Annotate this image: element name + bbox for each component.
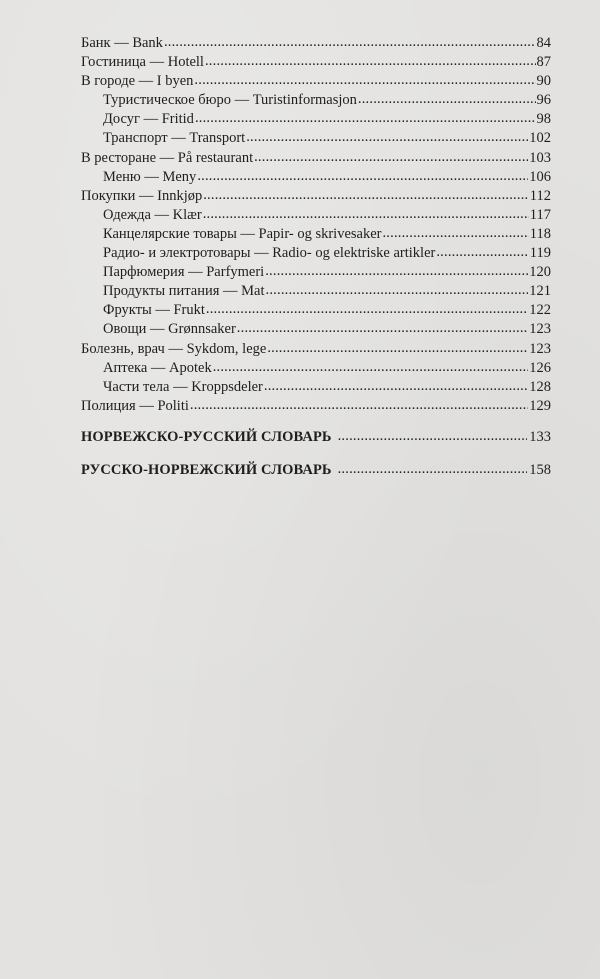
dot-leader xyxy=(203,186,529,205)
toc-entry-page: 87 xyxy=(536,54,551,71)
toc-entry-label: Болезнь, врач — Sykdom, lege xyxy=(81,340,267,357)
toc-entry-label: Покупки — Innkjøp xyxy=(81,187,203,204)
dot-leader xyxy=(254,148,528,167)
dot-leader xyxy=(190,396,528,415)
dot-leader xyxy=(267,339,528,358)
dot-leader xyxy=(195,109,536,128)
dot-leader xyxy=(358,90,536,109)
toc-subentry xyxy=(81,225,551,244)
section-title: НОРВЕЖСКО-РУССКИЙ СЛОВАРЬ xyxy=(81,429,332,445)
toc-subentry xyxy=(81,129,551,148)
toc-entry-label: Гостиница — Hotell xyxy=(81,54,204,71)
toc-entry-label: Овощи — Grønnsaker xyxy=(103,321,236,338)
toc-entry-page: 128 xyxy=(529,378,551,395)
toc-entry-label: Парфюмерия — Parfymeri xyxy=(103,264,265,281)
toc-entry-label: Фрукты — Frukt xyxy=(103,302,205,319)
toc-subentry xyxy=(81,378,551,397)
toc-entry-label: Радио- и электротовары — Radio- og elektriske artikler xyxy=(103,245,436,262)
toc-subentry xyxy=(81,91,551,110)
toc-subentry xyxy=(81,301,551,320)
toc-entry-page: 129 xyxy=(529,397,551,414)
toc-entry-page: 106 xyxy=(529,168,551,185)
toc-entry-label: Канцелярские товары — Papir- og skrivesaker xyxy=(103,225,382,242)
dot-leader xyxy=(205,52,536,71)
dot-leader xyxy=(237,319,528,338)
toc-entry xyxy=(81,340,551,359)
toc-entry-page: 118 xyxy=(529,225,551,242)
dot-leader xyxy=(197,167,528,186)
toc-entry-page: 117 xyxy=(529,206,551,223)
toc-subentry xyxy=(81,244,551,263)
toc-entry-label: В городе — I byen xyxy=(81,73,194,90)
dot-leader xyxy=(266,281,529,300)
toc-entry-page: 96 xyxy=(536,92,551,109)
toc-entry xyxy=(81,34,551,53)
toc-entry-page: 90 xyxy=(536,73,551,90)
toc-subentry xyxy=(81,206,551,225)
dot-leader xyxy=(213,358,529,377)
toc-entry-page: 123 xyxy=(529,321,551,338)
toc-entry-label: Досуг — Fritid xyxy=(103,111,194,128)
section-russian-norwegian-dictionary xyxy=(81,462,551,479)
toc-entry-page: 126 xyxy=(529,359,551,376)
dot-leader xyxy=(264,377,528,396)
toc-entry-label: Аптека — Apotek xyxy=(103,359,212,376)
toc-entry-label: Продукты питания — Mat xyxy=(103,283,265,300)
toc-entry-label: Меню — Meny xyxy=(103,168,197,185)
dot-leader xyxy=(203,205,529,224)
toc-entry-page: 120 xyxy=(529,264,551,281)
toc-entry-label: Полиция — Politi xyxy=(81,397,189,414)
dot-leader xyxy=(338,428,528,445)
dot-leader xyxy=(436,243,528,262)
toc-entry-label: Одежда — Klær xyxy=(103,206,202,223)
toc-entry-label: В ресторане — På restaurant xyxy=(81,149,254,166)
dot-leader xyxy=(246,128,528,147)
toc-subentry xyxy=(81,263,551,282)
table-of-contents xyxy=(81,34,551,416)
toc-entry xyxy=(81,72,551,91)
toc-entry xyxy=(81,149,551,168)
toc-entry-label: Транспорт — Transport xyxy=(103,130,246,147)
toc-entry-page: 112 xyxy=(529,187,551,204)
dot-leader xyxy=(164,33,536,52)
toc-entry xyxy=(81,53,551,72)
toc-entry-label: Туристическое бюро — Turistinformasjon xyxy=(103,92,357,109)
dot-leader xyxy=(265,262,528,281)
toc-entry-label: Части тела — Kroppsdeler xyxy=(103,378,263,395)
toc-entry-page: 102 xyxy=(529,130,551,147)
toc-entry-label: Банк — Bank xyxy=(81,35,163,51)
dot-leader xyxy=(206,300,528,319)
section-title: РУССКО-НОРВЕЖСКИЙ СЛОВАРЬ xyxy=(81,462,332,478)
toc-subentry xyxy=(81,282,551,301)
section-norwegian-russian-dictionary xyxy=(81,429,551,446)
dot-leader xyxy=(382,224,528,243)
dot-leader xyxy=(338,461,528,478)
toc-subentry xyxy=(81,168,551,187)
toc-entry xyxy=(81,187,551,206)
toc-entry xyxy=(81,397,551,416)
toc-entry-page: 84 xyxy=(536,35,551,51)
toc-entry-page: 103 xyxy=(529,149,551,166)
dot-leader xyxy=(194,71,535,90)
section-page: 158 xyxy=(529,462,551,478)
toc-subentry xyxy=(81,110,551,129)
toc-entry-page: 122 xyxy=(529,302,551,319)
toc-entry-page: 98 xyxy=(536,111,551,128)
toc-subentry xyxy=(81,320,551,339)
toc-entry-page: 123 xyxy=(529,340,551,357)
toc-subentry xyxy=(81,359,551,378)
section-page: 133 xyxy=(529,429,551,445)
toc-entry-page: 121 xyxy=(529,283,551,300)
toc-entry-page: 119 xyxy=(529,245,551,262)
